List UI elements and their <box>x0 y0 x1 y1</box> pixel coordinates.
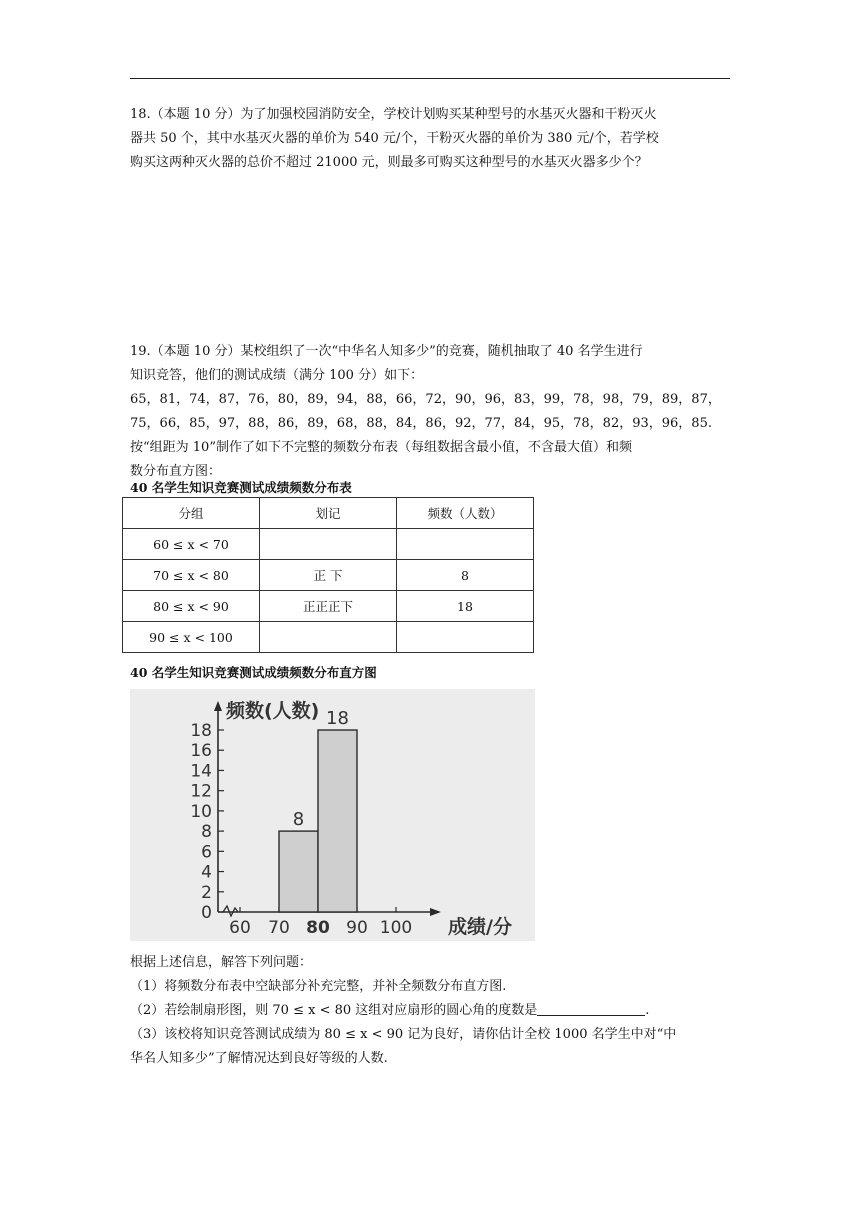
y-tick-label: 12 <box>190 781 212 802</box>
tally-cell <box>260 529 397 560</box>
x-tick-label: 100 <box>379 918 413 938</box>
questions-intro: 根据上述信息，解答下列问题： <box>130 955 313 970</box>
histogram <box>130 689 535 941</box>
table-header: 频数（人数） <box>397 498 534 529</box>
question-2-text: （2）若绘制扇形图，则 70 ≤ x < 80 这组对应扇形的圆心角的度数是 <box>130 1003 538 1018</box>
header-rule <box>130 78 730 79</box>
histogram-bar <box>279 831 318 912</box>
q19-line: 知识竞答，他们的测试成绩（满分 100 分）如下： <box>130 368 424 383</box>
q19-line: 75，66，85，97，88，86，89，68，88，84，86，92，77，84，95，78，82，93，96，85. <box>130 416 712 431</box>
axis-break <box>223 906 238 916</box>
table-header: 分组 <box>123 498 260 529</box>
table-row <box>123 560 534 591</box>
x-tick-label: 60 <box>229 918 251 938</box>
bar-value-label: 8 <box>292 809 305 831</box>
q18-line: 18.（本题 10 分）为了加强校园消防安全，学校计划购买某种型号的水基灭火器和干粉灭火 <box>130 107 657 122</box>
chart-caption: 40 名学生知识竞赛测试成绩频数分布直方图 <box>130 665 377 680</box>
x-axis-arrow <box>430 908 441 916</box>
y-axis-arrow <box>214 701 222 711</box>
y-tick-label: 2 <box>201 882 212 903</box>
tally-cell: 正正正下 <box>260 591 397 622</box>
question-19 <box>130 340 730 484</box>
count-cell: 8 <box>397 560 534 591</box>
y-tick-label: 16 <box>190 741 212 762</box>
question-3-line: 华名人知多少”了解情况达到良好等级的人数. <box>130 1051 388 1066</box>
y-axis-label: 频数(人数) <box>226 700 320 722</box>
y-tick-label: 4 <box>201 862 212 883</box>
table-row <box>123 622 534 653</box>
q18-line: 器共 50 个，其中水基灭火器的单价为 540 元/个，干粉灭火器的单价为 380 元/个，若学校 <box>130 131 659 146</box>
y-tick-label: 8 <box>201 822 212 843</box>
q19-line: 数分布直方图： <box>130 464 222 479</box>
frequency-table <box>122 497 534 653</box>
count-cell <box>397 622 534 653</box>
x-tick-label: 70 <box>268 918 290 938</box>
question-2-end: . <box>645 1003 650 1018</box>
histogram-bar <box>318 730 357 912</box>
x-axis-label: 成绩/分 <box>448 916 512 938</box>
question-2 <box>130 999 730 1023</box>
question-3-line: （3）该校将知识竞答测试成绩为 80 ≤ x < 90 记为良好，请你估计全校 1000 名学生中对“中 <box>130 1027 677 1042</box>
q19-line: 按“组距为 10”制作了如下不完整的频数分布表（每组数据含最小值，不含最大值）和频 <box>130 440 632 455</box>
y-tick-label: 18 <box>190 721 212 741</box>
q19-line: 65，81，74，87，76，80，89，94，88，66，72，90，96，83，99，78，98，79，89，87， <box>130 392 721 407</box>
table-header: 划记 <box>260 498 397 529</box>
x-tick-label: 90 <box>346 918 368 938</box>
y-tick-label: 10 <box>190 801 212 822</box>
q18-line: 购买这两种灭火器的总价不超过 21000 元，则最多可购买这种型号的水基灭火器多少个？ <box>130 155 648 170</box>
count-cell <box>397 529 534 560</box>
table-row <box>123 529 534 560</box>
q19-line: 19.（本题 10 分）某校组织了一次“中华名人知多少”的竞赛，随机抽取了 40 名学生进行 <box>130 344 643 359</box>
group-cell: 60 ≤ x < 70 <box>123 529 260 560</box>
sub-questions <box>130 951 730 1071</box>
bar-value-label: 18 <box>326 708 349 729</box>
question-18 <box>130 103 730 175</box>
tally-cell: 正 下 <box>260 560 397 591</box>
y-tick-label: 0 <box>201 903 212 923</box>
table-row <box>123 591 534 622</box>
tally-cell <box>260 622 397 653</box>
group-cell: 80 ≤ x < 90 <box>123 591 260 622</box>
answer-blank[interactable] <box>537 1001 645 1016</box>
count-cell: 18 <box>397 591 534 622</box>
group-cell: 90 ≤ x < 100 <box>123 622 260 653</box>
table-header-row <box>123 498 534 529</box>
histogram-svg <box>130 689 535 941</box>
y-tick-label: 6 <box>201 842 212 863</box>
table-caption: 40 名学生知识竞赛测试成绩频数分布表 <box>130 480 352 495</box>
x-tick-label: 80 <box>306 918 330 938</box>
y-tick-label: 14 <box>190 761 212 782</box>
group-cell: 70 ≤ x < 80 <box>123 560 260 591</box>
question-1: （1）将频数分布表中空缺部分补充完整，并补全频数分布直方图. <box>130 979 507 994</box>
